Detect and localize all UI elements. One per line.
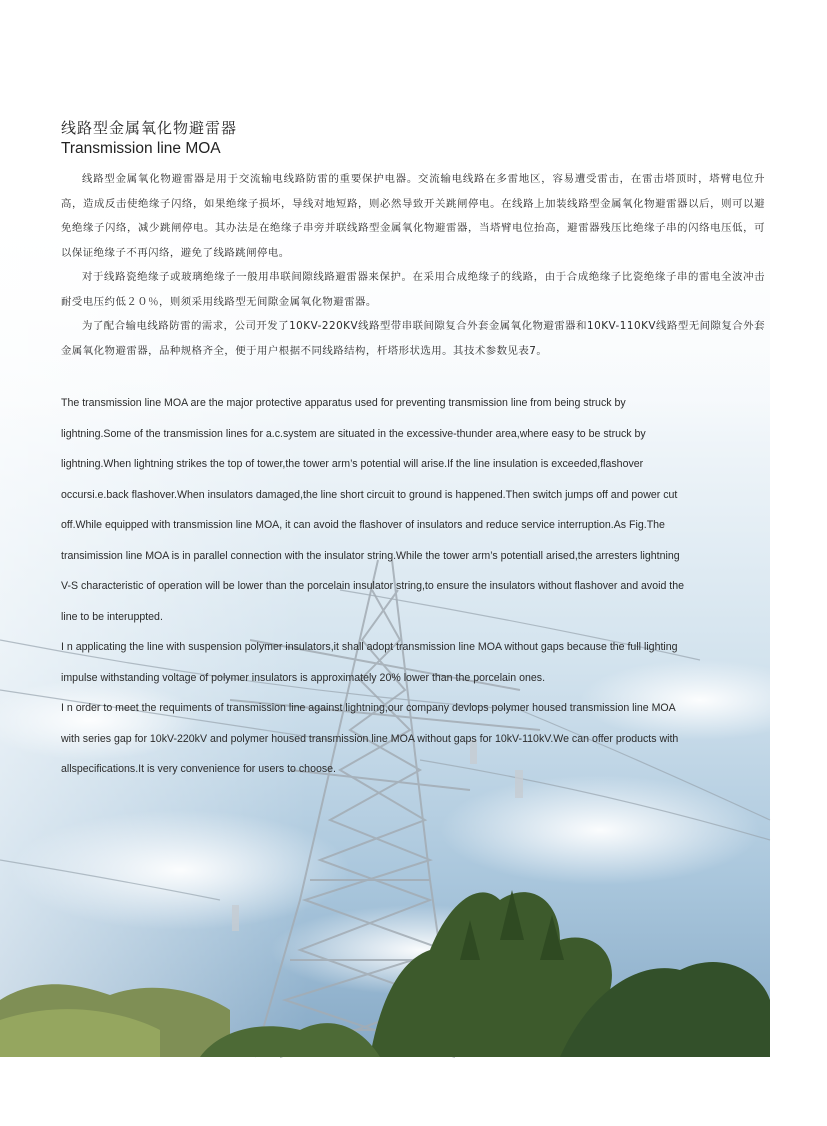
- chinese-paragraph: 对于线路瓷绝缘子或玻璃绝缘子一般用串联间隙线路避雷器来保护。在采用合成绝缘子的线路，由于合成绝缘子比瓷绝缘子串的雷电全波冲击耐受电压约低２０％，则须采用线路型无间隙金属氧化物避雷器。: [61, 271, 765, 308]
- page-title-english: Transmission line MOA: [61, 140, 221, 157]
- chinese-paragraph: 线路型金属氧化物避雷器是用于交流输电线路防雷的重要保护电器。交流输电线路在多雷地区，容易遭受雷击，在雷击塔顶时，塔臂电位升高，造成反击使绝缘子闪络，如果绝缘子损坏，导线对地短路，则必然导致开关跳闸停电。在线路上加装线路型金属氧化物避雷器以后，则可以避免绝缘子闪络，减少跳闸停电。其办法是在绝缘子串旁并联线路型金属氧化物避雷器，当塔臂电位抬高，避雷器残压比绝缘子串的闪络电压低，可以保证绝缘子不再闪络，避免了线路跳闸停电。: [61, 173, 765, 259]
- chinese-paragraph: 为了配合输电线路防雷的需求，公司开发了10KV-220KV线路型带串联间隙复合外套金属氧化物避雷器和10KV-110KV线路型无间隙复合外套金属氧化物避雷器，品种规格齐全，便于用户根据不同线路结构，杆塔形状选用。其技术参数见表7。: [61, 320, 765, 357]
- chinese-body-text: [61, 167, 765, 363]
- english-paragraph: I n applicating the line with suspension polymer insulators,it shall adopt transmission line MOA without gaps because the full lighting impulse withstanding voltage of polymer insulators is approximately 20% lower than the porcelain ones.: [61, 641, 678, 684]
- english-paragraph: The transmission line MOA are the major protective apparatus used for preventing transmission line from being struck by lightning.Some of the transmission lines for a.c.system are situated in the excessive-thunder area,where easy to be struck by lightning.When lightning strikes the top of tower,the tower arm’s potential will arise.If the line insulation is exceeded,flashover occursi.e.back flashover.When insulators damaged,the line short circuit to ground is happened.Then switch jumps off and power cut off.While equipped with transmission line MOA, it can avoid the flashover of insulators and reduce service interruption.As Fig.The transimission line MOA is in parallel connection with the insulator string.While the tower arm’s potentiall arised,the arresters lightning V-S characteristic of operation will be lower than the porcelain insulator string,to ensure the insulators without flashover and avoid the line to be interuppted.: [61, 397, 685, 623]
- english-body-text: [61, 388, 773, 785]
- english-paragraph: I n order to meet the requiments of transmission line against lightning,our company devlops polymer housed transmission line MOA with series gap for 10kV-220kV and polymer housed transmission line MOA without gaps for 10kV-110kV.We can offer products with allspecifications.It is very convenience for users to choose.: [61, 702, 679, 775]
- page-title-chinese: 线路型金属氧化物避雷器: [61, 119, 238, 137]
